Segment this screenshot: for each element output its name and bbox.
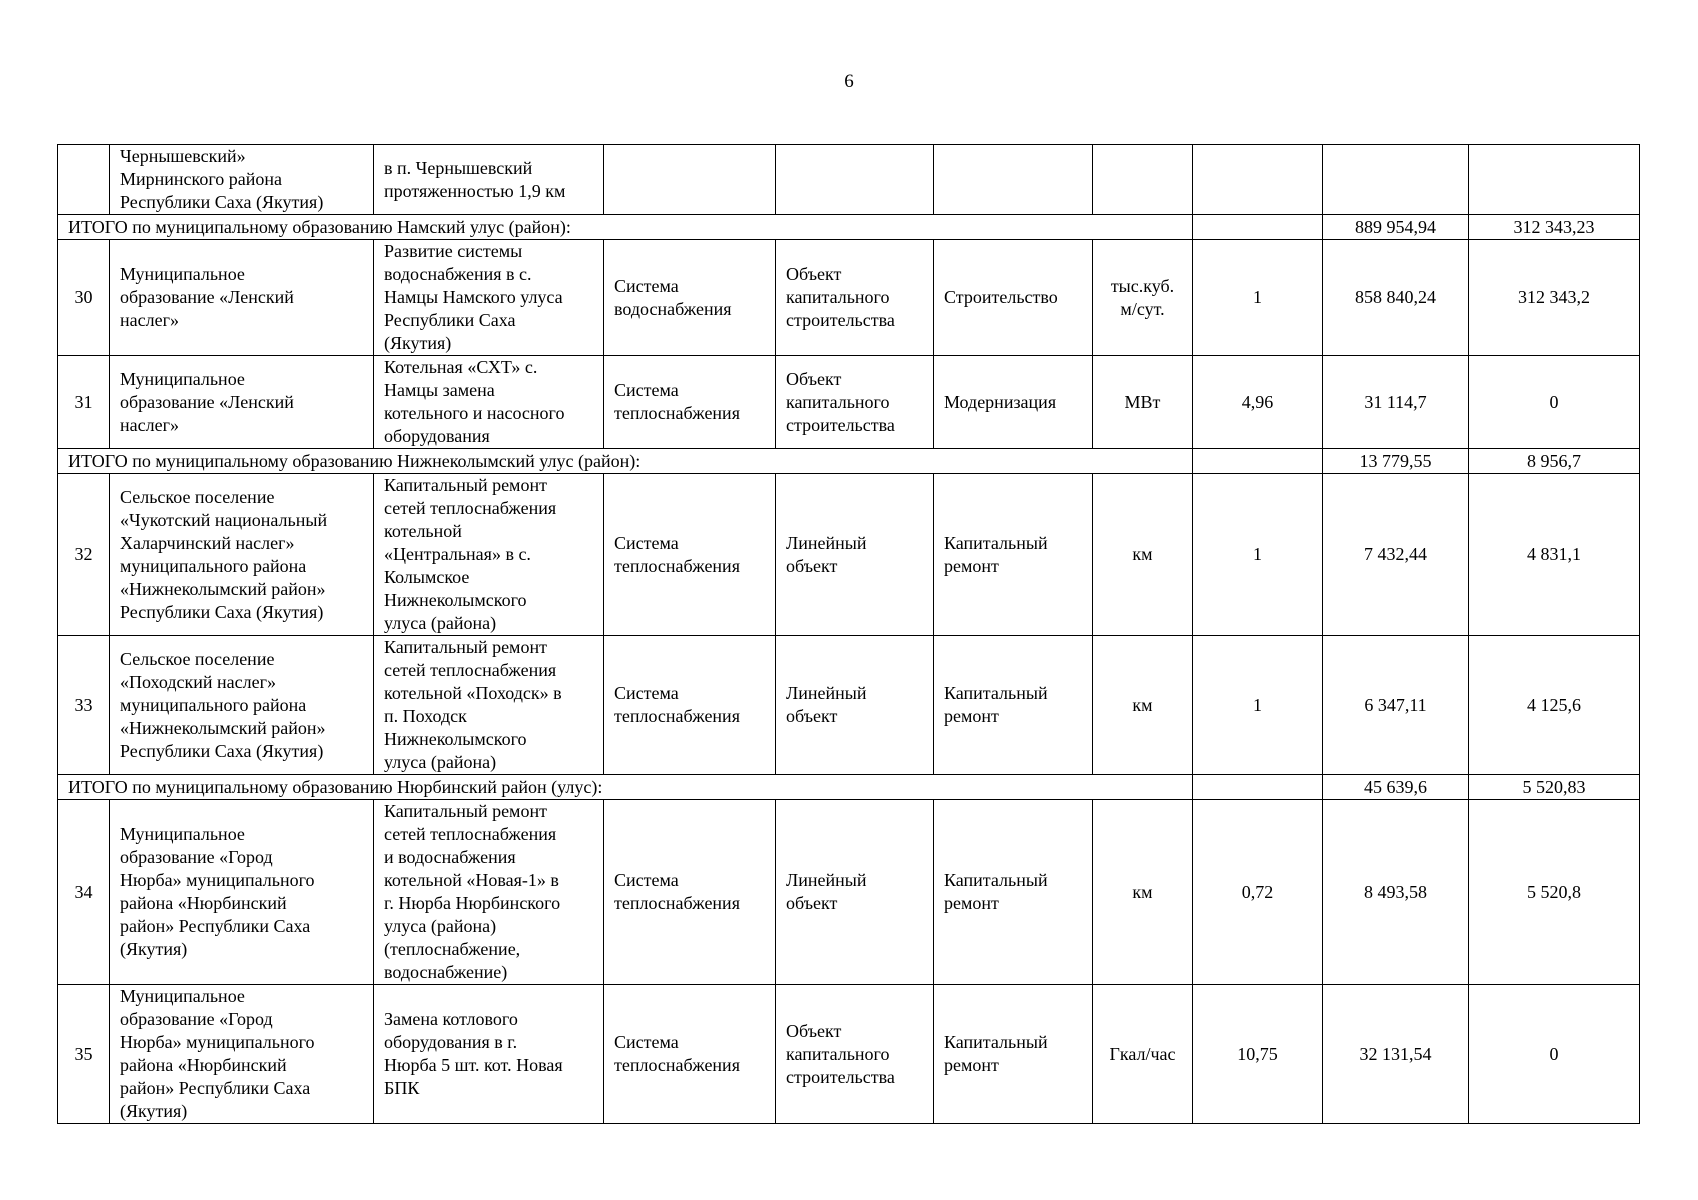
- municipality-cell: [110, 985, 374, 1124]
- total-row: [58, 775, 1640, 800]
- cost-federal-cell: 0: [1469, 985, 1640, 1124]
- unit-cell: км: [1093, 636, 1193, 775]
- cell-line: водоснабжения в с.: [384, 264, 532, 284]
- cell-line: объект: [786, 893, 838, 913]
- cell-line: тыс.куб.: [1110, 275, 1175, 296]
- cell-line: протяженностью 1,9 км: [384, 180, 566, 201]
- cost-federal-cell: 0: [1469, 356, 1640, 449]
- cell-line: в п. Чернышевский: [384, 157, 533, 178]
- cell-line: образование «Город: [120, 847, 273, 867]
- row-number: 33: [58, 636, 110, 775]
- total-label: ИТОГО по муниципальному образованию Нижнеколымский улус (район):: [58, 449, 1093, 474]
- cell-line: БПК: [384, 1078, 420, 1098]
- cell-line: Нижнеколымского: [384, 590, 527, 610]
- object-type-cell: [776, 474, 934, 636]
- cell-line: теплоснабжения: [614, 555, 740, 576]
- total-federal-cell: 5 520,83: [1469, 775, 1640, 800]
- cell-line: район» Республики Саха: [120, 1078, 311, 1098]
- cell-line: район» Республики Саха: [120, 916, 311, 936]
- cell-line: Республики Саха (Якутия): [120, 192, 324, 212]
- cell-line: (Якутия): [384, 333, 452, 353]
- cost-total-cell: [1323, 145, 1469, 215]
- cell-line: объект: [786, 555, 838, 576]
- cell-line: Республики Саха: [384, 310, 516, 330]
- capacity-cell: 1: [1193, 474, 1323, 636]
- cell-line: Республики Саха (Якутия): [120, 740, 324, 761]
- cell-line: Нюрба» муниципального: [120, 1032, 315, 1052]
- capacity-cell: [1193, 145, 1323, 215]
- table-row: [58, 240, 1640, 356]
- cell-line: Система: [614, 1032, 679, 1052]
- cell-line: Капитальный: [944, 1032, 1048, 1052]
- cell-line: улуса (района): [384, 752, 497, 772]
- cell-line: сетей теплоснабжения: [384, 660, 557, 680]
- cost-total-cell: 32 131,54: [1323, 985, 1469, 1124]
- cell-line: «Походский наслег»: [120, 671, 276, 692]
- row-number: 32: [58, 474, 110, 636]
- object-cell: [374, 240, 604, 356]
- capacity-cell: 1: [1193, 636, 1323, 775]
- total-federal-cell: 312 343,23: [1469, 215, 1640, 240]
- empty-cell: [1193, 215, 1323, 240]
- cost-federal-cell: 5 520,8: [1469, 800, 1640, 985]
- capacity-cell: 1: [1193, 240, 1323, 356]
- cell-line: Сельское поселение: [120, 648, 275, 669]
- cell-line: наслег»: [120, 310, 179, 330]
- cell-line: Объект: [786, 368, 842, 389]
- row-number: [58, 145, 110, 215]
- object-cell: [374, 356, 604, 449]
- cell-line: Система: [614, 380, 679, 400]
- cell-line: капитального: [786, 1043, 890, 1064]
- cell-line: (Якутия): [120, 1101, 188, 1121]
- empty-cell: [1193, 449, 1323, 474]
- cell-line: Капитальный ремонт: [384, 637, 547, 657]
- cell-line: п. Походск: [384, 706, 467, 726]
- row-number: 30: [58, 240, 110, 356]
- cost-total-cell: 7 432,44: [1323, 474, 1469, 636]
- cell-line: котельной «Новая-1» в: [384, 870, 559, 890]
- cell-line: Линейный: [786, 532, 867, 553]
- empty-cell: [1193, 775, 1323, 800]
- table-row: [58, 800, 1640, 985]
- object-type-cell: [776, 145, 934, 215]
- cell-line: объект: [786, 706, 838, 726]
- table-row: [58, 985, 1640, 1124]
- object-type-cell: [776, 800, 934, 985]
- cell-line: строительства: [786, 414, 895, 435]
- object-cell: [374, 985, 604, 1124]
- cost-federal-cell: 4 831,1: [1469, 474, 1640, 636]
- unit-cell: Гкал/час: [1093, 985, 1193, 1124]
- municipality-cell: [110, 356, 374, 449]
- system-cell: [604, 985, 776, 1124]
- cell-line: «Центральная» в с.: [384, 544, 531, 564]
- cell-line: Система: [614, 532, 679, 553]
- system-cell: [604, 356, 776, 449]
- unit-cell: км: [1093, 474, 1193, 636]
- capacity-cell: 10,75: [1193, 985, 1323, 1124]
- system-cell: [604, 800, 776, 985]
- cell-line: оборудования в г.: [384, 1032, 518, 1052]
- cell-line: улуса (района): [384, 613, 497, 633]
- system-cell: [604, 636, 776, 775]
- object-cell: [374, 474, 604, 636]
- cell-line: капитального: [786, 287, 890, 307]
- cell-line: «Нижнеколымский район»: [120, 717, 326, 738]
- municipality-cell: [110, 800, 374, 985]
- object-type-cell: [776, 636, 934, 775]
- cell-line: водоснабжение): [384, 962, 508, 982]
- cell-line: Система: [614, 870, 679, 890]
- work-type-cell: [934, 800, 1093, 985]
- object-cell: [374, 800, 604, 985]
- cell-line: Нижнеколымского: [384, 729, 527, 749]
- total-row: [58, 449, 1640, 474]
- municipality-cell: [110, 636, 374, 775]
- work-type-cell: [934, 474, 1093, 636]
- table-row: [58, 636, 1640, 775]
- cell-line: Линейный: [786, 870, 867, 890]
- unit-cell: [1093, 240, 1193, 356]
- cell-line: (Якутия): [120, 939, 188, 959]
- municipality-cell: [110, 474, 374, 636]
- cell-line: Республики Саха (Якутия): [120, 601, 324, 622]
- cell-line: котельного и насосного: [384, 403, 565, 423]
- cell-line: строительства: [786, 1066, 895, 1087]
- cost-federal-cell: [1469, 145, 1640, 215]
- cell-line: ремонт: [944, 706, 999, 726]
- cell-line: ремонт: [944, 893, 999, 913]
- cell-line: Котельная «СХТ» с.: [384, 357, 538, 377]
- cell-line: Намцы замена: [384, 380, 495, 400]
- cell-line: образование «Ленский: [120, 391, 294, 412]
- empty-cell: [1093, 449, 1193, 474]
- cell-line: капитального: [786, 391, 890, 412]
- cell-line: теплоснабжения: [614, 893, 740, 913]
- cost-federal-cell: 4 125,6: [1469, 636, 1640, 775]
- total-label: ИТОГО по муниципальному образованию Нюрбинский район (улус):: [58, 775, 1093, 800]
- system-cell: [604, 474, 776, 636]
- investment-program-table: [57, 144, 1640, 1124]
- cell-line: (теплоснабжение,: [384, 939, 521, 959]
- cell-line: теплоснабжения: [614, 403, 740, 423]
- cell-line: района «Нюрбинский: [120, 893, 287, 913]
- cell-line: оборудования: [384, 426, 490, 446]
- cell-line: Чернышевский»: [120, 146, 246, 166]
- unit-cell: [1093, 145, 1193, 215]
- cell-line: Мирнинского района: [120, 169, 283, 189]
- total-cost-cell: 45 639,6: [1323, 775, 1469, 800]
- cell-line: Развитие системы: [384, 241, 523, 261]
- object-cell: [374, 145, 604, 215]
- capacity-cell: 4,96: [1193, 356, 1323, 449]
- cost-total-cell: 31 114,7: [1323, 356, 1469, 449]
- cell-line: котельной «Походск» в: [384, 683, 562, 703]
- cell-line: образование «Город: [120, 1009, 273, 1029]
- object-type-cell: [776, 356, 934, 449]
- cell-line: Объект: [786, 1020, 842, 1041]
- total-row: [58, 215, 1640, 240]
- cell-line: теплоснабжения: [614, 1055, 740, 1075]
- cell-line: Капитальный ремонт: [384, 475, 547, 495]
- cell-line: Муниципальное: [120, 368, 245, 389]
- cost-total-cell: 8 493,58: [1323, 800, 1469, 985]
- cell-line: Нюрба 5 шт. кот. Новая: [384, 1055, 563, 1075]
- object-cell: [374, 636, 604, 775]
- total-label: ИТОГО по муниципальному образованию Намский улус (район):: [58, 215, 1093, 240]
- cell-line: Намцы Намского улуса: [384, 287, 563, 307]
- cell-line: сетей теплоснабжения: [384, 824, 557, 844]
- cell-line: Капитальный ремонт: [384, 801, 547, 821]
- cost-federal-cell: 312 343,2: [1469, 240, 1640, 356]
- empty-cell: [1093, 215, 1193, 240]
- cell-line: Система: [614, 275, 679, 296]
- work-type-cell: [934, 636, 1093, 775]
- cell-line: Капитальный: [944, 532, 1048, 553]
- page-number: 6: [844, 71, 854, 92]
- row-number: 31: [58, 356, 110, 449]
- work-type-cell: [934, 145, 1093, 215]
- table-row: [58, 356, 1640, 449]
- cell-line: Халарчинский наслег»: [120, 532, 295, 553]
- cell-line: района «Нюрбинский: [120, 1055, 287, 1075]
- cell-line: теплоснабжения: [614, 706, 740, 726]
- cell-line: «Чукотский национальный: [120, 509, 328, 530]
- cell-line: ремонт: [944, 1055, 999, 1075]
- total-federal-cell: 8 956,7: [1469, 449, 1640, 474]
- row-number: 34: [58, 800, 110, 985]
- cell-line: муниципального района: [120, 555, 307, 576]
- cell-line: Нюрба» муниципального: [120, 870, 315, 890]
- row-number: 35: [58, 985, 110, 1124]
- cost-total-cell: 858 840,24: [1323, 240, 1469, 356]
- cell-line: сетей теплоснабжения: [384, 498, 557, 518]
- system-cell: [604, 145, 776, 215]
- cell-line: и водоснабжения: [384, 847, 516, 867]
- cell-line: Объект: [786, 264, 842, 284]
- cell-line: Муниципальное: [120, 264, 245, 284]
- cell-line: ремонт: [944, 555, 999, 576]
- cell-line: Замена котлового: [384, 1009, 518, 1029]
- total-cost-cell: 889 954,94: [1323, 215, 1469, 240]
- cell-line: Колымское: [384, 567, 470, 587]
- table-row: [58, 145, 1640, 215]
- work-type-cell: Строительство: [934, 240, 1093, 356]
- cell-line: Муниципальное: [120, 986, 245, 1006]
- cell-line: котельной: [384, 521, 462, 541]
- cell-line: наслег»: [120, 414, 179, 435]
- cell-line: водоснабжения: [614, 298, 732, 319]
- cell-line: «Нижнеколымский район»: [120, 578, 326, 599]
- unit-cell: МВт: [1093, 356, 1193, 449]
- municipality-cell: [110, 145, 374, 215]
- work-type-cell: [934, 985, 1093, 1124]
- total-cost-cell: 13 779,55: [1323, 449, 1469, 474]
- cell-line: Сельское поселение: [120, 486, 275, 507]
- empty-cell: [1093, 775, 1193, 800]
- cost-total-cell: 6 347,11: [1323, 636, 1469, 775]
- cell-line: Муниципальное: [120, 824, 245, 844]
- cell-line: м/сут.: [1120, 298, 1165, 319]
- cell-line: г. Нюрба Нюрбинского: [384, 893, 561, 913]
- cell-line: Система: [614, 683, 679, 703]
- cell-line: улуса (района): [384, 916, 497, 936]
- municipality-cell: [110, 240, 374, 356]
- cell-line: образование «Ленский: [120, 287, 294, 307]
- work-type-cell: Модернизация: [934, 356, 1093, 449]
- system-cell: [604, 240, 776, 356]
- cell-line: муниципального района: [120, 694, 307, 715]
- object-type-cell: [776, 240, 934, 356]
- table-row: [58, 474, 1640, 636]
- object-type-cell: [776, 985, 934, 1124]
- cell-line: строительства: [786, 310, 895, 330]
- cell-line: Линейный: [786, 683, 867, 703]
- unit-cell: км: [1093, 800, 1193, 985]
- cell-line: Капитальный: [944, 683, 1048, 703]
- cell-line: Капитальный: [944, 870, 1048, 890]
- capacity-cell: 0,72: [1193, 800, 1323, 985]
